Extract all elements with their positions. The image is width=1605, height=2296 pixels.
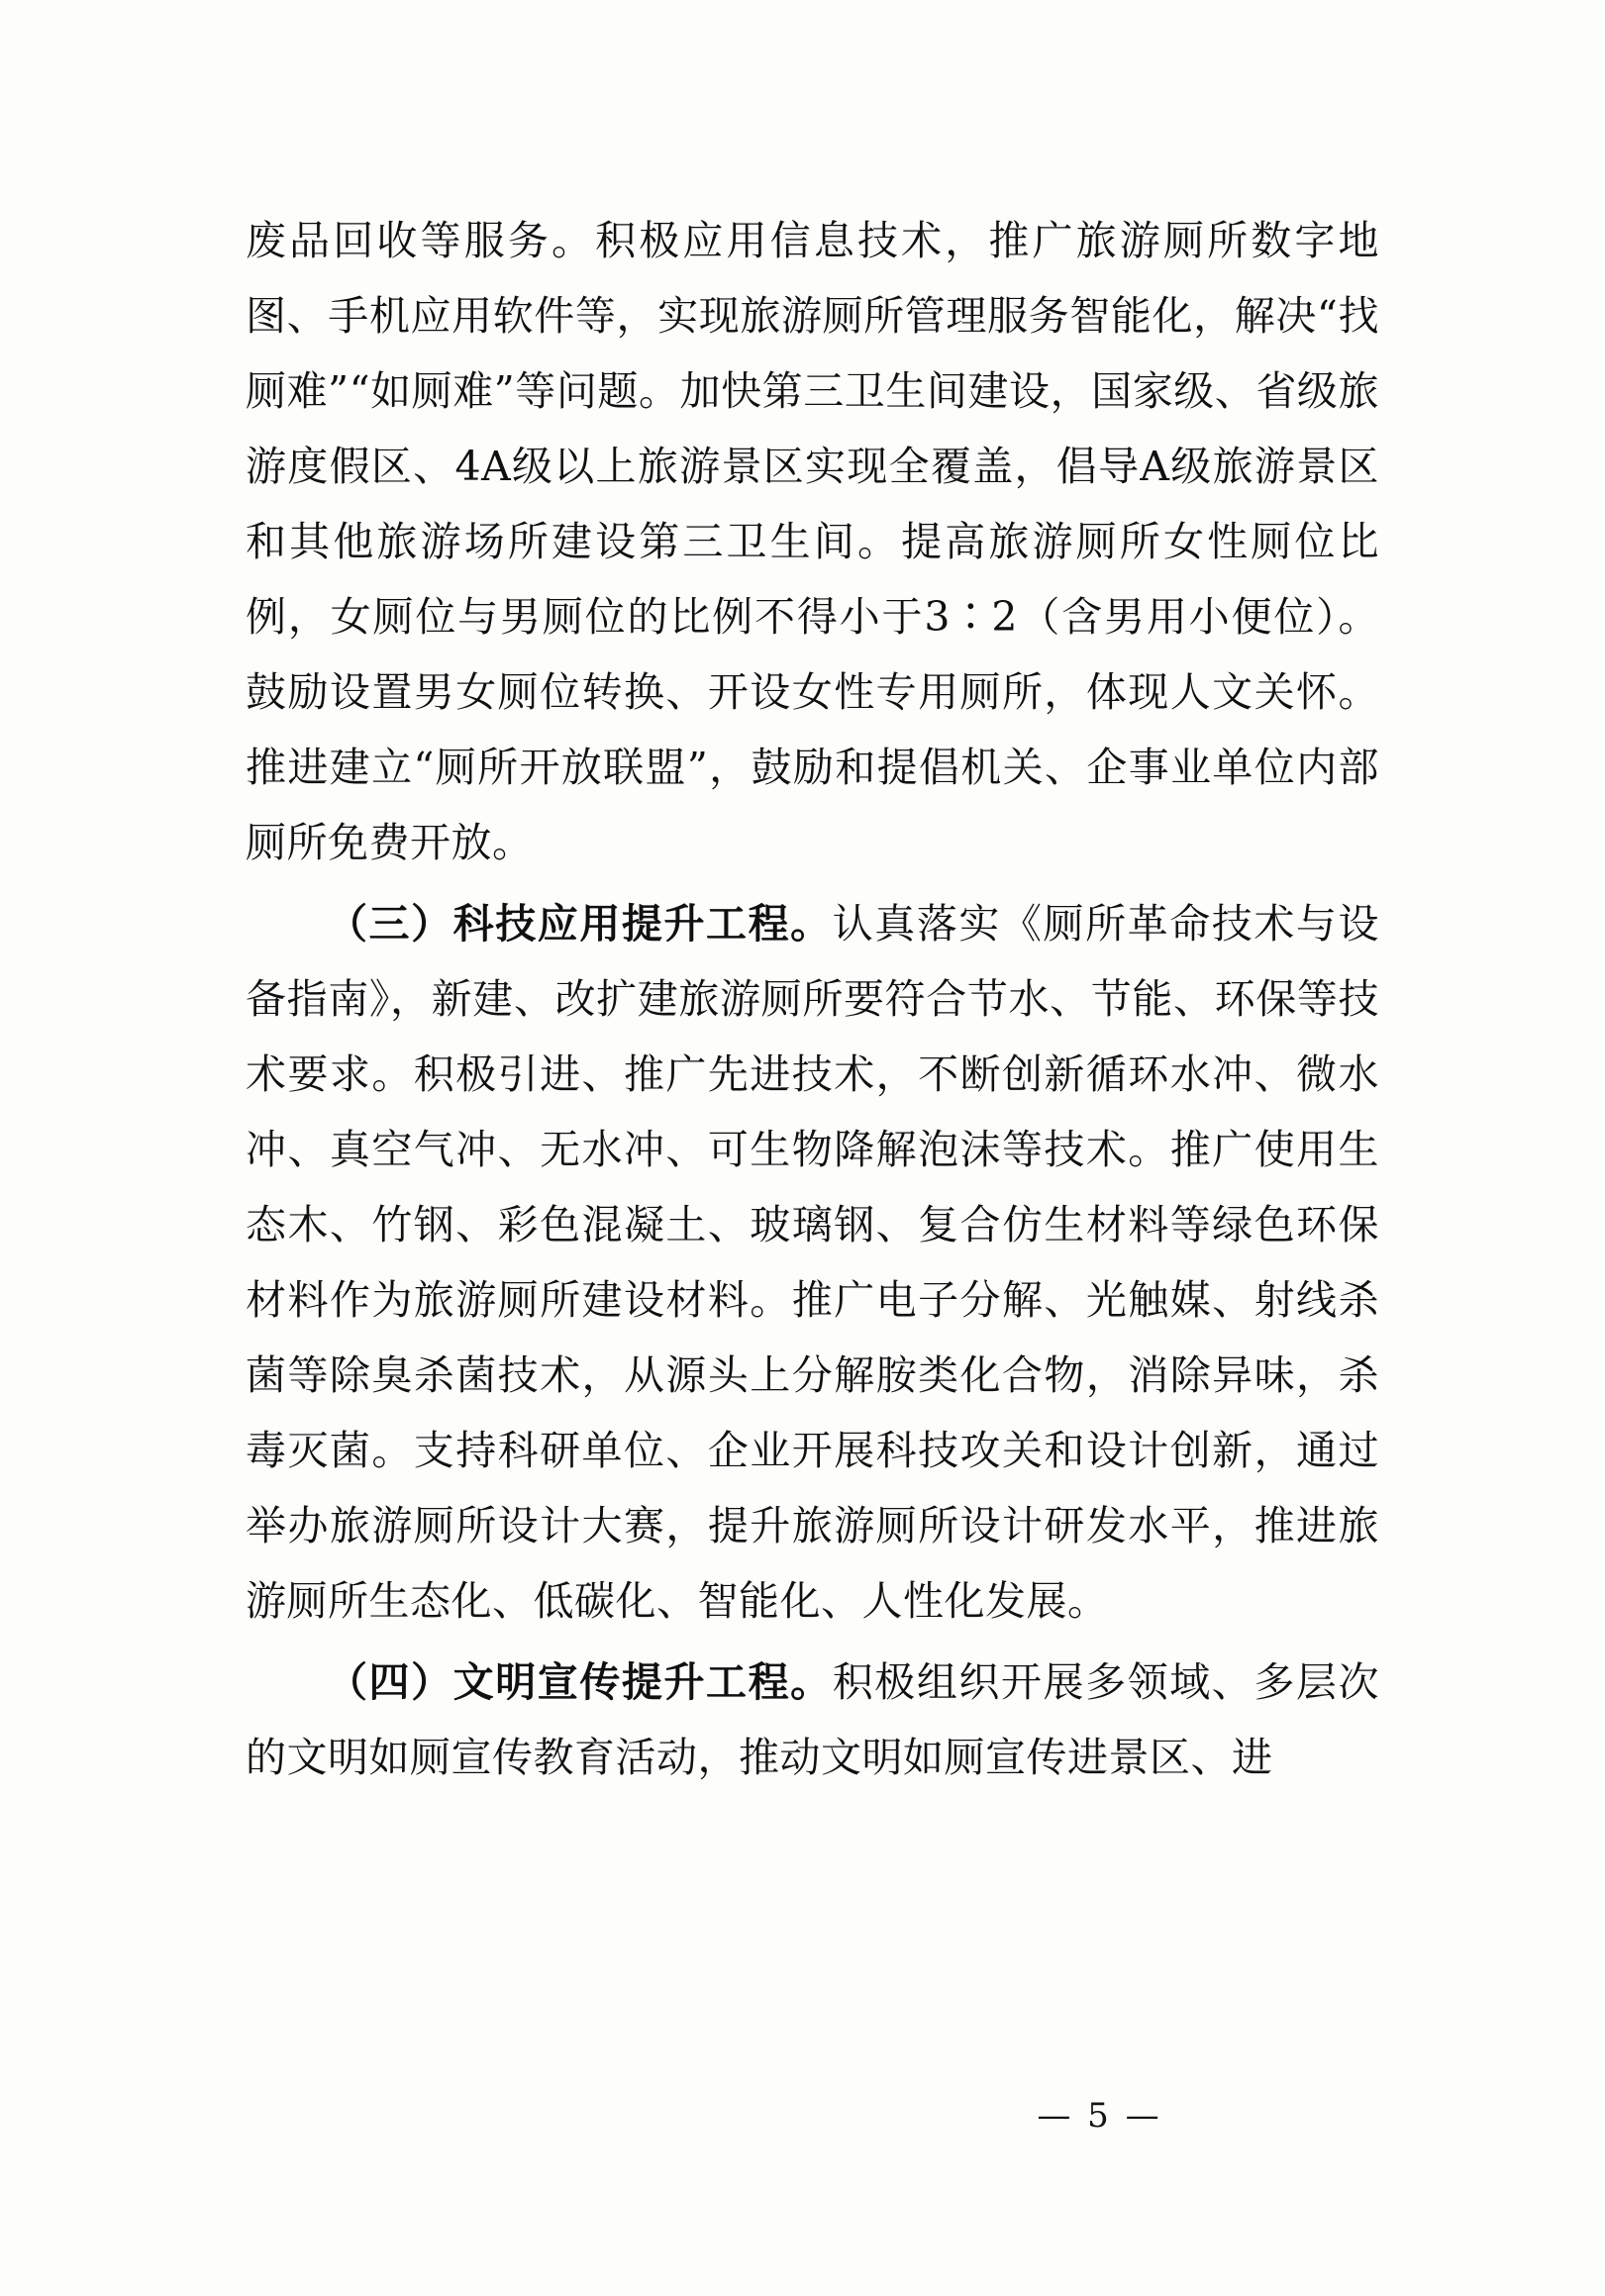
paragraph-text: 废品回收等服务。积极应用信息技术，推广旅游厕所数字地图、手机应用软件等，实现旅游厕所管理服务智能化，解决“找厕难”“如厕难”等问题。加快第三卫生间建设，国家级、省级旅游度假区、4A级以上旅游景区实现全覆盖，倡导A级旅游景区和其他旅游场所建设第三卫生间。提高旅游厕所女性厕位比例，女厕位与男厕位的比例不得小于3∶2（含男用小便位）。鼓励设置男女厕位转换、开设女性专用厕所，体现人文关怀。推进建立“厕所开放联盟”，鼓励和提倡机关、企事业单位内部厕所免费开放。 [246,217,1379,866]
paragraph-section-four [246,1645,1379,1795]
paragraph-continued [246,203,1379,880]
paragraph-text: 积极组织开展多领域、多层次的文明如厕宣传教育活动，推动文明如厕宣传进景区、进 [246,1658,1379,1781]
page-number: — 5 — [1037,2096,1162,2136]
section-heading-three: （三）科技应用提升工程。 [327,900,833,948]
page-content [246,203,1379,1795]
paragraph-section-three [246,886,1379,1639]
paragraph-text: 认真落实《厕所革命技术与设备指南》，新建、改扩建旅游厕所要符合节水、节能、环保等技术要求。积极引进、推广先进技术，不断创新循环水冲、微水冲、真空气冲、无水冲、可生物降解泡沫等技术。推广使用生态木、竹钢、彩色混凝土、玻璃钢、复合仿生材料等绿色环保材料作为旅游厕所建设材料。推广电子分解、光触媒、射线杀菌等除臭杀菌技术，从源头上分解胺类化合物，消除异味，杀毒灭菌。支持科研单位、企业开展科技攻关和设计创新，通过举办旅游厕所设计大赛，提升旅游厕所设计研发水平，推进旅游厕所生态化、低碳化、智能化、人性化发展。 [246,900,1379,1625]
page-footer [0,2096,1605,2136]
section-heading-four: （四）文明宣传提升工程。 [327,1658,833,1706]
